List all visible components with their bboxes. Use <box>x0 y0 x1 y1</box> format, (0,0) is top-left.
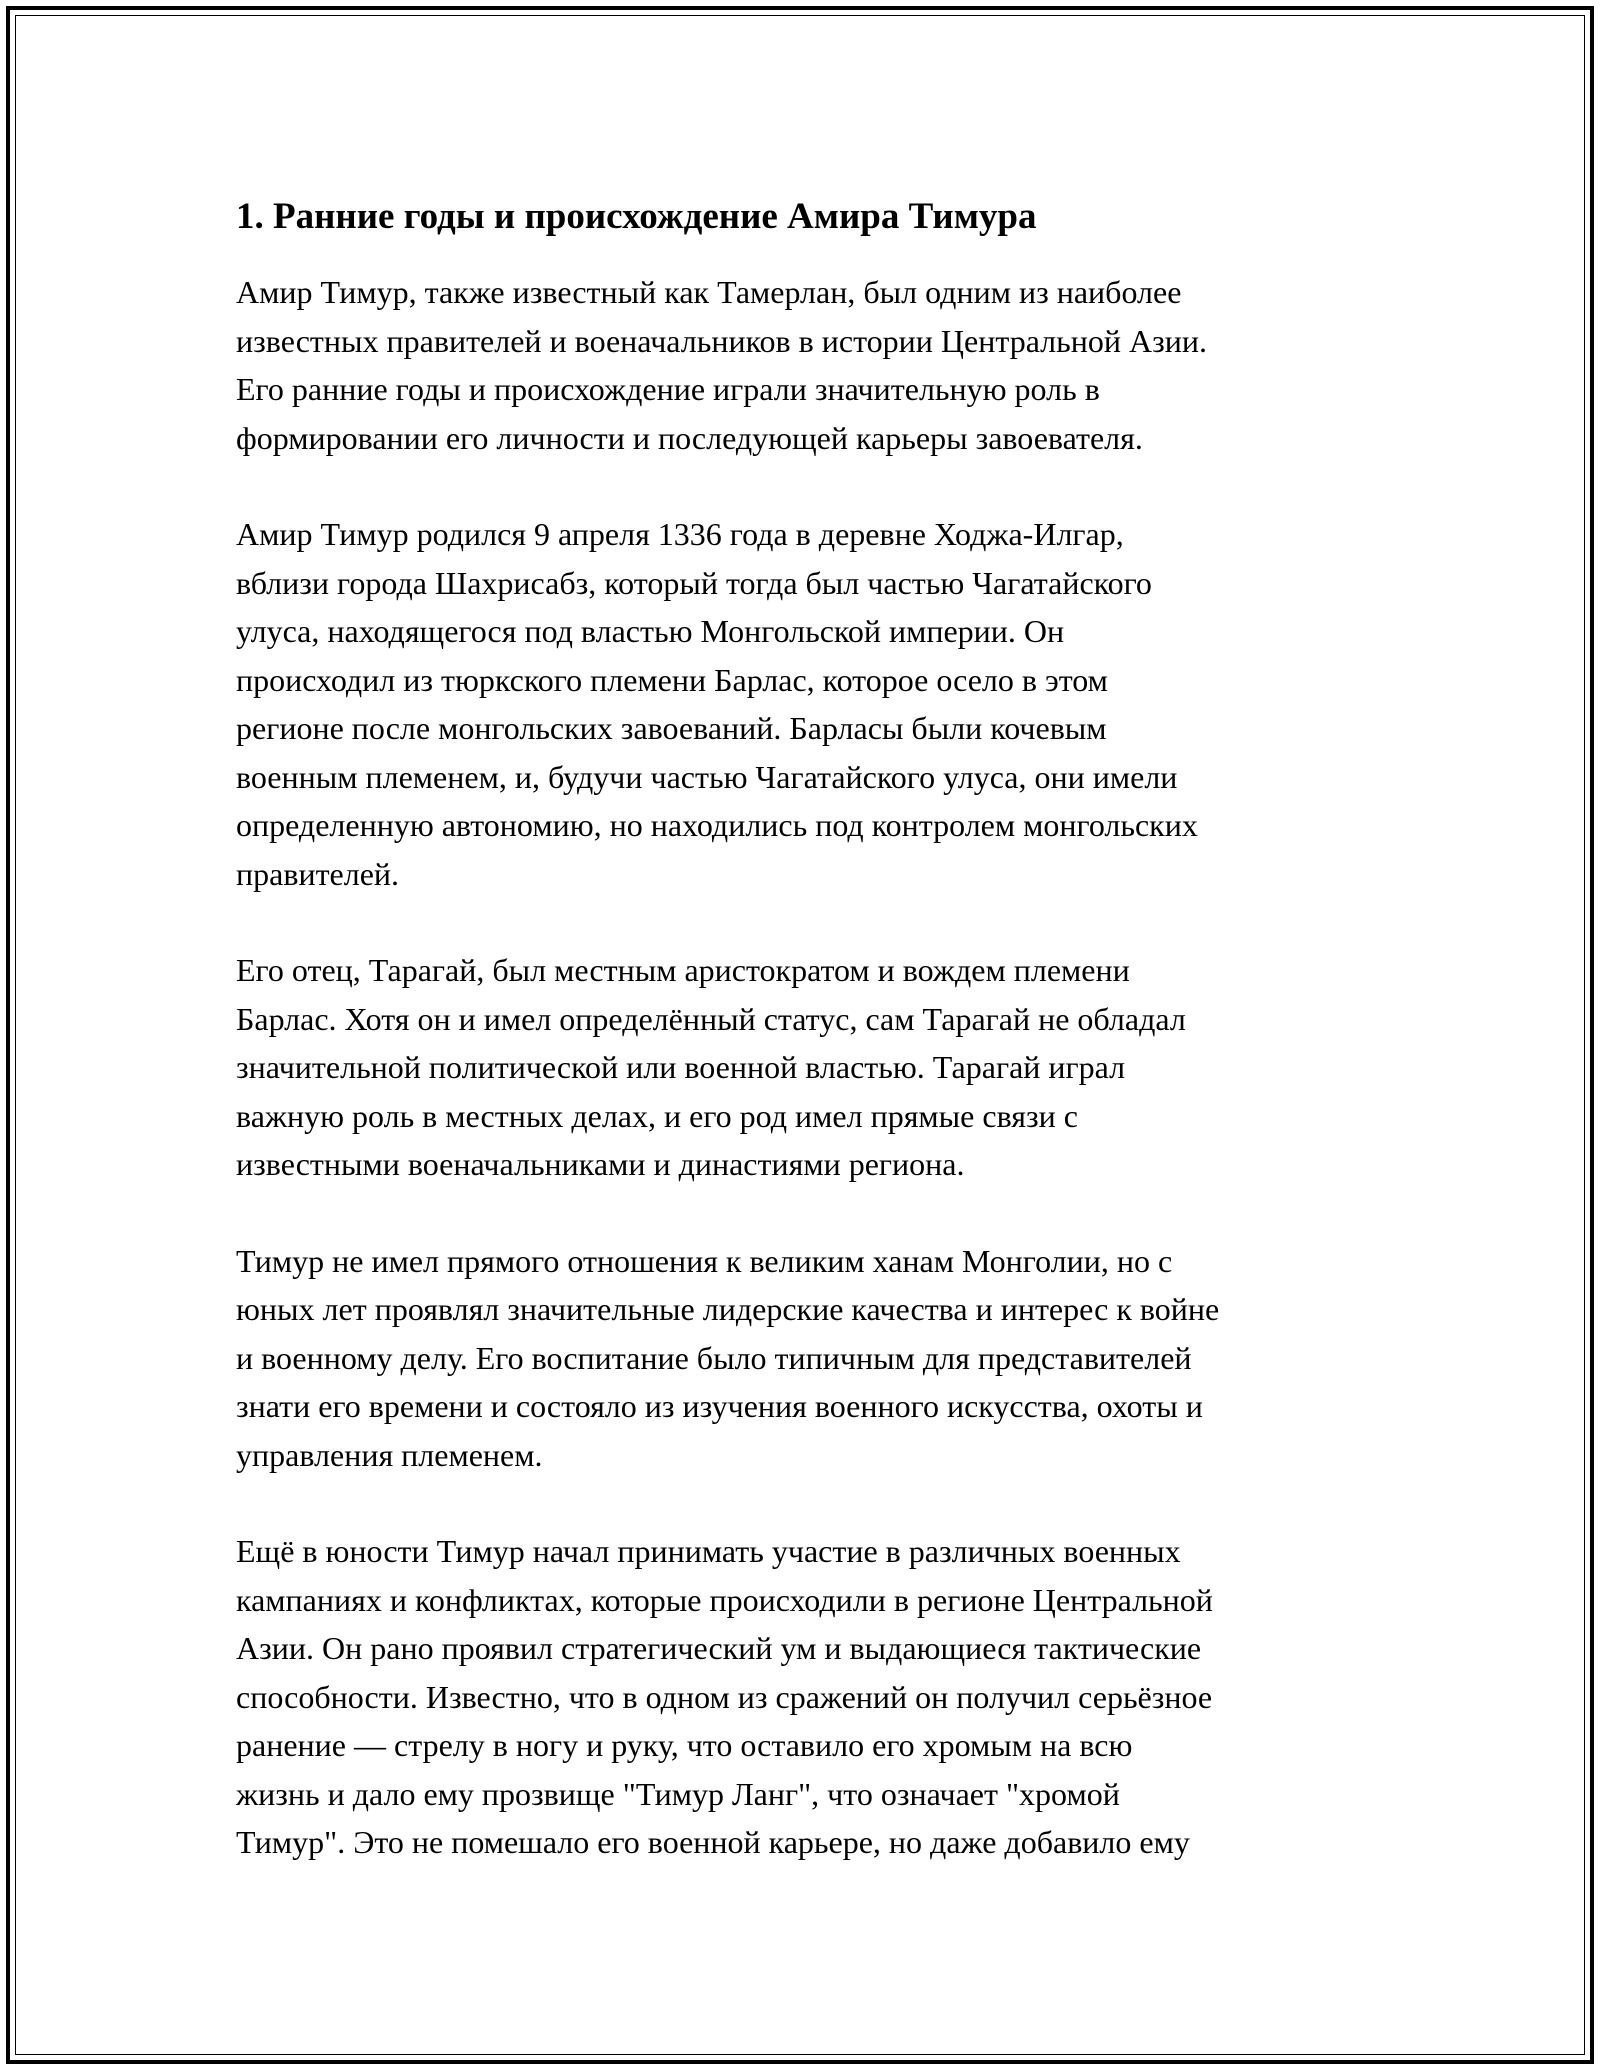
document-body <box>236 190 1376 1915</box>
paragraph-upbringing: Тимур не имел прямого отношения к великим ханам Монголии, но с юных лет проявлял значительные лидерские качества и интерес к войне и военному делу. Его воспитание было типичным для представителей знати его времени и состояло из изучения военного искусства, охоты и управления племенем. <box>236 1242 1220 1473</box>
section-heading: 1. Ранние годы и происхождение Амира Тимура <box>236 196 1037 237</box>
paragraph-youth: Ещё в юности Тимур начал принимать участие в различных военных кампаниях и конфликтах, которые происходили в регионе Центральной Азии. Он рано проявил стратегический ум и выдающиеся тактические способности. Известно, что в одном из сражений он получил серьёзное ранение — стрелу в ногу и руку, что оставило его хромым на всю жизнь и дало ему прозвище "Тимур Ланг", что означает "хромой Тимур". Это не помешало его военной карьере, но даже добавило ему <box>236 1533 1213 1860</box>
paragraph-birth: Амир Тимур родился 9 апреля 1336 года в деревне Ходжа-Илгар, вблизи города Шахрисабз, который тогда был частью Чагатайского улуса, находящегося под властью Монгольской империи. Он происходил из тюркского племени Барлас, которое осело в этом регионе после монгольских завоеваний. Барласы были кочевым военным племенем, и, будучи частью Чагатайского улуса, они имели определенную автономию, но находились под контролем монгольских правителей. <box>236 516 1198 892</box>
paragraph-father: Его отец, Тарагай, был местным аристократом и вождем племени Барлас. Хотя он и имел определённый статус, сам Тарагай не обладал значительной политической или военной властью. Тарагай играл важную роль в местных делах, и его род имел прямые связи с известными военачальниками и династиями региона. <box>236 952 1186 1182</box>
paragraph-intro: Амир Тимур, также известный как Тамерлан, был одним из наиболее известных правителей и военачальников в истории Центральной Азии. Его ранние годы и происхождение играли значительную роль в формировании его личности и последующей карьеры завоевателя. <box>236 274 1207 456</box>
